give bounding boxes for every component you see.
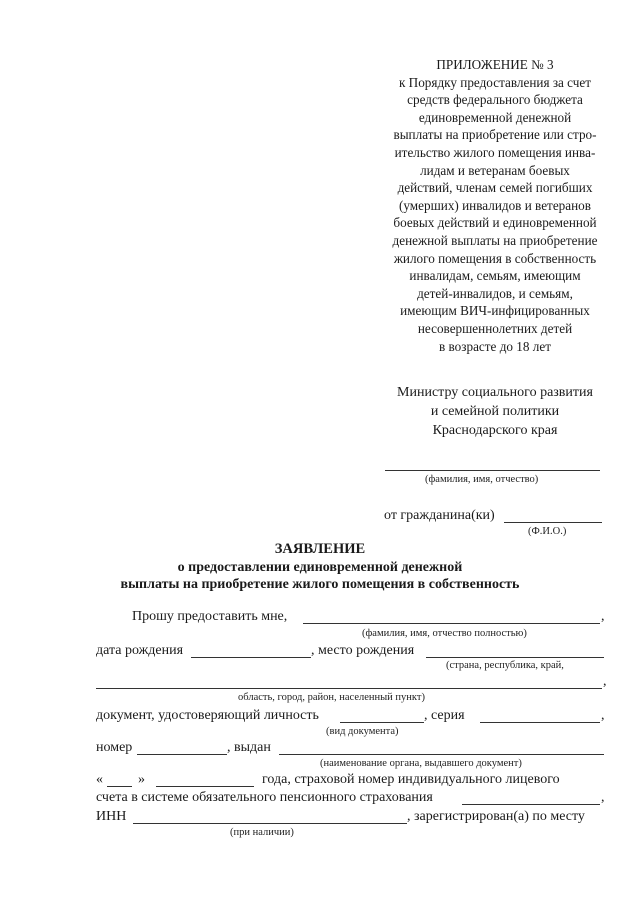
from-fio-field[interactable]: [504, 522, 602, 523]
issuer-caption: (наименование органа, выдавшего документ): [320, 758, 522, 769]
quote-close: »: [138, 772, 145, 787]
issue-day-field[interactable]: [107, 786, 132, 787]
request-text: Прошу предоставить мне,: [132, 609, 288, 624]
quote-open: «: [96, 772, 103, 787]
appendix-line: денежной выплаты на приобретение: [392, 232, 598, 248]
comma: ,: [603, 674, 607, 689]
appendix-line: в возрасте до 18 лет: [439, 338, 551, 354]
issuer-field[interactable]: [279, 754, 604, 755]
series-label: , серия: [424, 708, 465, 723]
number-field[interactable]: [137, 754, 227, 755]
if-any-caption: (при наличии): [230, 827, 294, 838]
number-label: номер: [96, 740, 133, 755]
from-label: от гражданина(ки): [384, 508, 495, 523]
birth-date-label: дата рождения: [96, 643, 184, 658]
appendix-line: несовершеннолетних детей: [417, 320, 573, 336]
appendix-line: детей-инвалидов, и семьям,: [417, 285, 573, 301]
appendix-heading: ПРИЛОЖЕНИЕ № 3: [436, 57, 554, 72]
appendix-line: имеющим ВИЧ-инфицированных: [400, 303, 590, 319]
statement-subtitle-2: выплаты на приобретение жилого помещения в собственность: [120, 577, 520, 592]
issued-label: , выдан: [227, 740, 271, 755]
snils-field[interactable]: [462, 804, 600, 805]
addressee-line: Краснодарского края: [432, 423, 558, 438]
appendix-block: [345, 56, 640, 355]
addressee-fio-caption: (фамилия, имя, отчество): [425, 474, 539, 485]
birth-date-field[interactable]: [191, 657, 311, 658]
addressee-line: Министру социального развития: [397, 385, 593, 400]
statement-title: ЗАЯВЛЕНИЕ: [274, 541, 366, 557]
addressee-block: [345, 383, 640, 440]
appendix-line: единовременной денежной: [418, 109, 572, 125]
comma: ,: [601, 708, 605, 723]
appendix-line: боевых действий и единовременной: [393, 215, 597, 231]
doc-type-field[interactable]: [340, 722, 424, 723]
appendix-line: к Порядку предоставления за счет: [398, 74, 592, 90]
series-field[interactable]: [480, 722, 600, 723]
appendix-line: инвалидам, семьям, имеющим: [409, 268, 581, 284]
fio-full-caption: (фамилия, имя, отчество полностью): [362, 628, 527, 639]
appendix-line: действий, членам семей погибших: [397, 180, 593, 196]
addressee-line: и семейной политики: [430, 404, 560, 419]
issue-month-field[interactable]: [156, 786, 254, 787]
appendix-line: средств федерального бюджета: [407, 92, 583, 108]
appendix-line: (умерших) инвалидов и ветеранов: [399, 197, 591, 213]
doc-type-caption: (вид документа): [326, 726, 399, 737]
appendix-line: жилого помещения в собственность: [393, 250, 597, 266]
region-field[interactable]: [96, 688, 602, 689]
appendix-line: ительство жилого помещения инва-: [394, 144, 596, 160]
addressee-fio-field[interactable]: [385, 470, 600, 471]
fio-full-field[interactable]: [303, 623, 600, 624]
year-text: года, страховой номер индивидуального лицевого: [262, 772, 560, 787]
inn-field[interactable]: [133, 823, 407, 824]
from-fio-caption: (Ф.И.О.): [528, 526, 567, 537]
comma: ,: [601, 790, 605, 805]
appendix-line: лидам и ветеранам боевых: [420, 162, 570, 178]
birth-place-field[interactable]: [426, 657, 604, 658]
country-caption: (страна, республика, край,: [446, 660, 564, 671]
region-caption: область, город, район, населенный пункт): [238, 692, 425, 703]
statement-subtitle-1: о предоставлении единовременной денежной: [177, 560, 463, 575]
comma: ,: [601, 609, 605, 624]
inn-label: ИНН: [96, 809, 127, 824]
birth-place-label: , место рождения: [311, 643, 415, 658]
appendix-line: выплаты на приобретение или стро-: [393, 127, 597, 143]
account-text: счета в системе обязательного пенсионного страхования: [96, 790, 433, 805]
doc-label: документ, удостоверяющий личность: [96, 708, 319, 723]
registered-text: , зарегистрирован(а) по месту: [407, 809, 585, 824]
